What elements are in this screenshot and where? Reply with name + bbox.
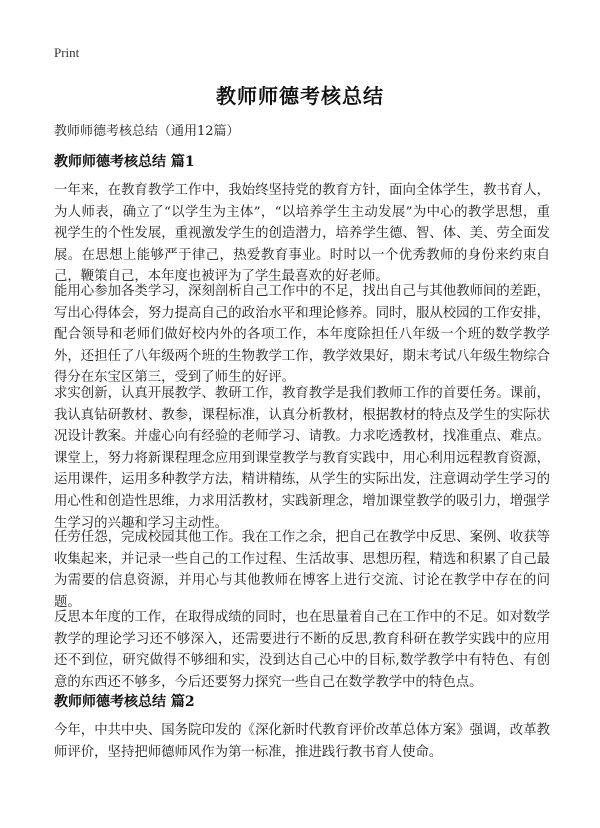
paragraph-1-5: 反思本年度的工作，在取得成绩的同时，也在思量着自己在工作中的不足。如对数学教学的理论学习还不够深入，还需要进行不断的反思,教育科研在教学实践中的应用还不到位，研究做得不够细和实，没到达自己心中的目标,数学教学中有特色、有创意的东西还不够多，今后还要努力探究一些自己在数学教学中的特色点。 [54,610,550,690]
document-subtitle: 教师师德考核总结（通用12篇） [54,124,240,139]
paragraph-2-1: 今年，中共中央、国务院印发的《深化新时代教育评价改革总体方案》强调，改革教师评价，坚持把师德师风作为第一标准，推进践行教书育人使命。 [54,723,550,760]
paragraph-1-2: 能用心参加各类学习，深刻剖析自己工作中的不足，找出自己与其他教师间的差距，写出心得体会，努力提高自己的政治水平和理论修养。同时，服从校园的工作安排，配合领导和老师们做好校内外的各项工作，本年度除担任八年级一个班的数学教学外，还担任了八年级两个班的生物教学工作，教学效果好，期末考试八年级生物综合得分在东宝区第三，受到了师生的好评。 [54,284,550,386]
print-link[interactable]: Print [54,45,80,60]
paragraph-1-3: 求实创新，认真开展教学、教研工作，教育教学是我们教师工作的首要任务。课前，我认真钻研教材、教参，课程标准，认真分析教材，根据教材的特点及学生的实际状况设计教案。并虚心向有经验的老师学习、请教。力求吃透教材，找准重点、难点。课堂上，努力将新课程理念应用到课堂教学与教育实践中，用心利用远程教育资源，运用课件，运用多种教学方法，精讲精练，从学生的实际出发，注意调动学生学习的用心性和创造性思维，力求用活教材，实践新理念，增加课堂教学的吸引力，增强学生学习的兴趣和学习主动性。 [54,386,550,531]
paragraph-1-1: 一年来，在教育教学工作中，我始终坚持党的教育方针，面向全体学生，教书育人，为人师表，确立了“以学生为主体”，“以培养学生主动发展”为中心的教学思想，重视学生的个性发展，重视激发学生的创造潜力，培养学生德、智、体、美、劳全面发展。在思想上能够严于律己，热爱教育事业。时时以一个优秀教师的身份来约束自己，鞭策自己，本年度也被评为了学生最喜欢的好老师。 [54,183,550,285]
section-heading-2: 教师师德考核总结 篇2 [54,694,195,710]
document-title: 教师师德考核总结 [216,84,384,108]
section-heading-1: 教师师德考核总结 篇1 [54,154,195,170]
paragraph-1-4: 任劳任怨，完成校园其他工作。我在工作之余，把自己在教学中反思、案例、收获等收集起来，并记录一些自己的工作过程、生活故事、思想历程，精选和积累了自己最为需要的信息资源，并用心与其他教师在博客上进行交流、讨论在教学中存在的问题。 [54,530,550,610]
